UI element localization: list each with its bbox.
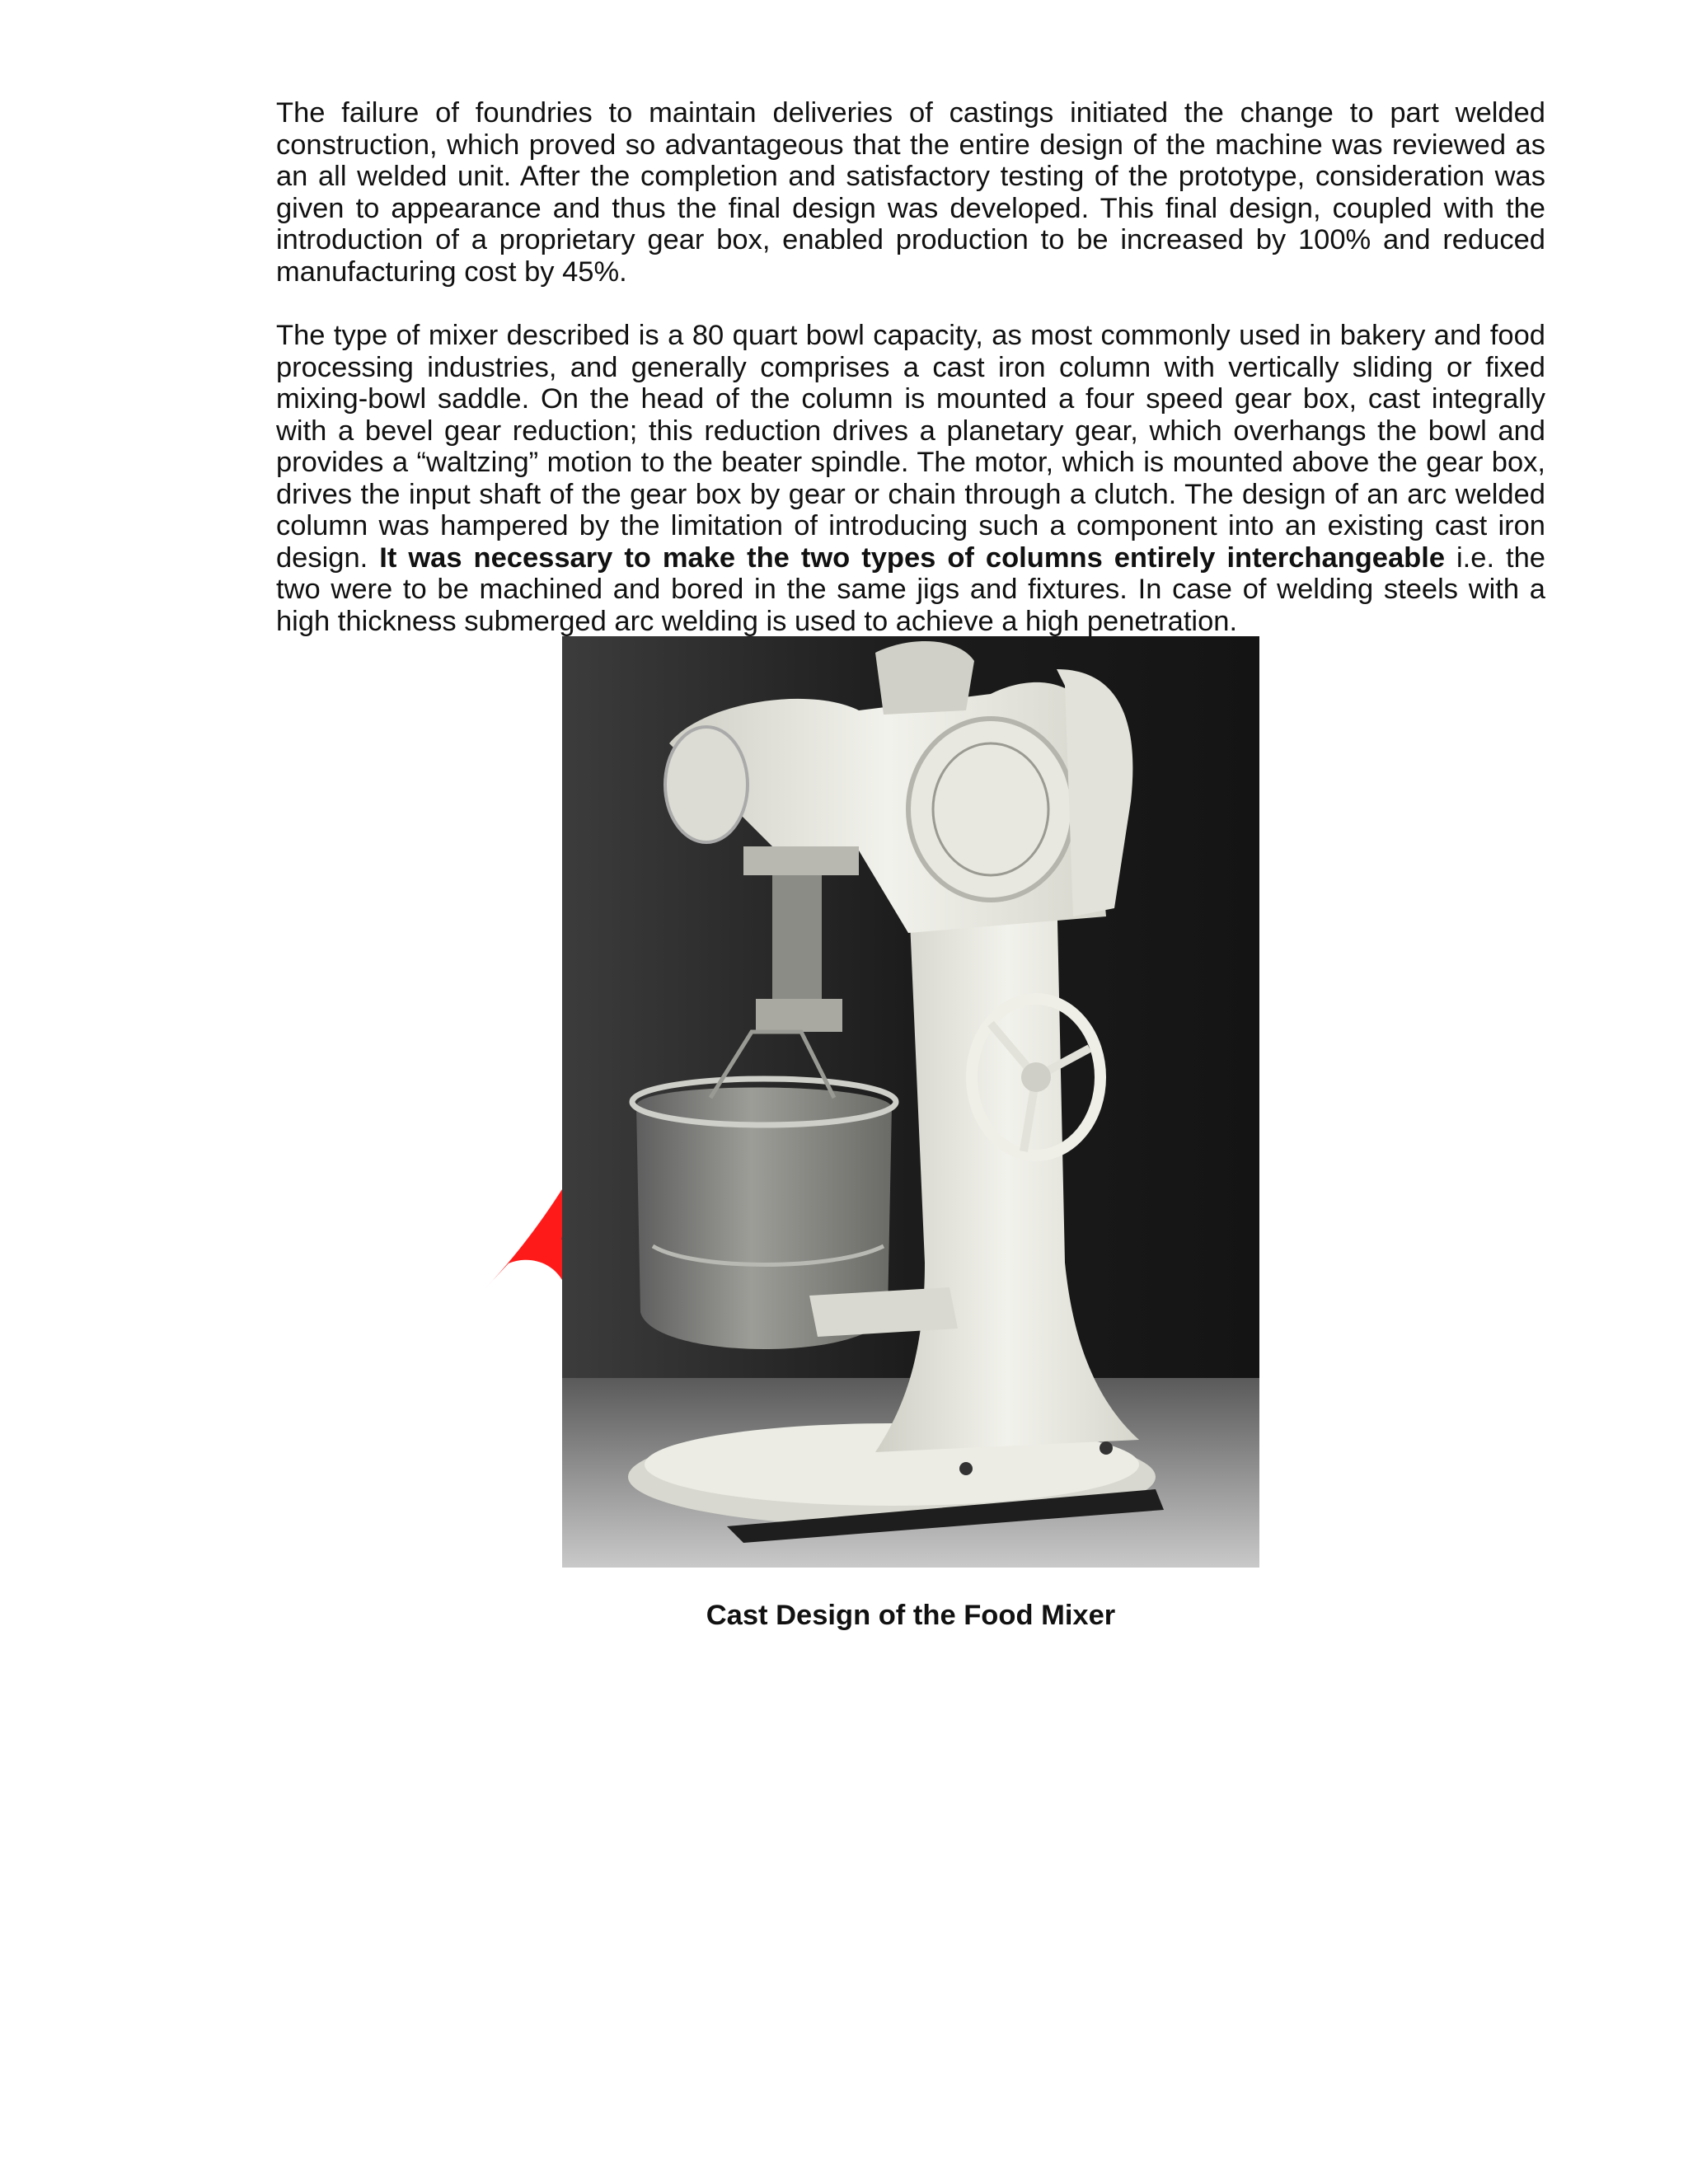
food-mixer-photo: [562, 636, 1259, 1568]
red-marker-icon: [482, 1183, 565, 1290]
paragraph-bold-statement: It was necessary to make the two types of columns entirely interchangeable: [379, 541, 1446, 574]
figure-caption: Cast Design of the Food Mixer: [706, 1600, 1116, 1631]
paragraph-text-start: The type of mixer described is a 80 quart bowl capacity, as most commonly used in bakery and food processing industries, and generally comprises a cast iron column with vertically sliding or fixed mixing-bowl saddle. On the head of the column is mounted a four speed gear box, cast integrally with a bevel gear reduction; this reduction drives a planetary gear, which overhangs the bowl and provides a “waltzing” motion to the beater spindle. The motor, which is mounted above the gear box, drives the input shaft of the gear box by gear or chain through a clutch. The design of an arc welded column was hampered by the limitation of introducing such a component into an existing cast iron design.: [276, 320, 1545, 574]
paragraph-foundry-failure: The failure of foundries to maintain deliveries of castings initiated the change to part welded construction, which proved so advantageous that the entire design of the machine was reviewed as an all welded unit. After the completion and satisfactory testing of the prototype, consideration was given to appearance and thus the final design was developed. This final design, coupled with the introduction of a proprietary gear box, enabled production to be increased by 100% and reduced manufacturing cost by 45%.: [276, 97, 1545, 288]
paragraph-text-end: i.e. the two were to be machined and bored in the same jigs and fixtures. In case of welding steels with a high thickness submerged arc welding is used to achieve a high penetration.: [276, 541, 1545, 637]
paragraph-mixer-description: [276, 320, 1545, 637]
